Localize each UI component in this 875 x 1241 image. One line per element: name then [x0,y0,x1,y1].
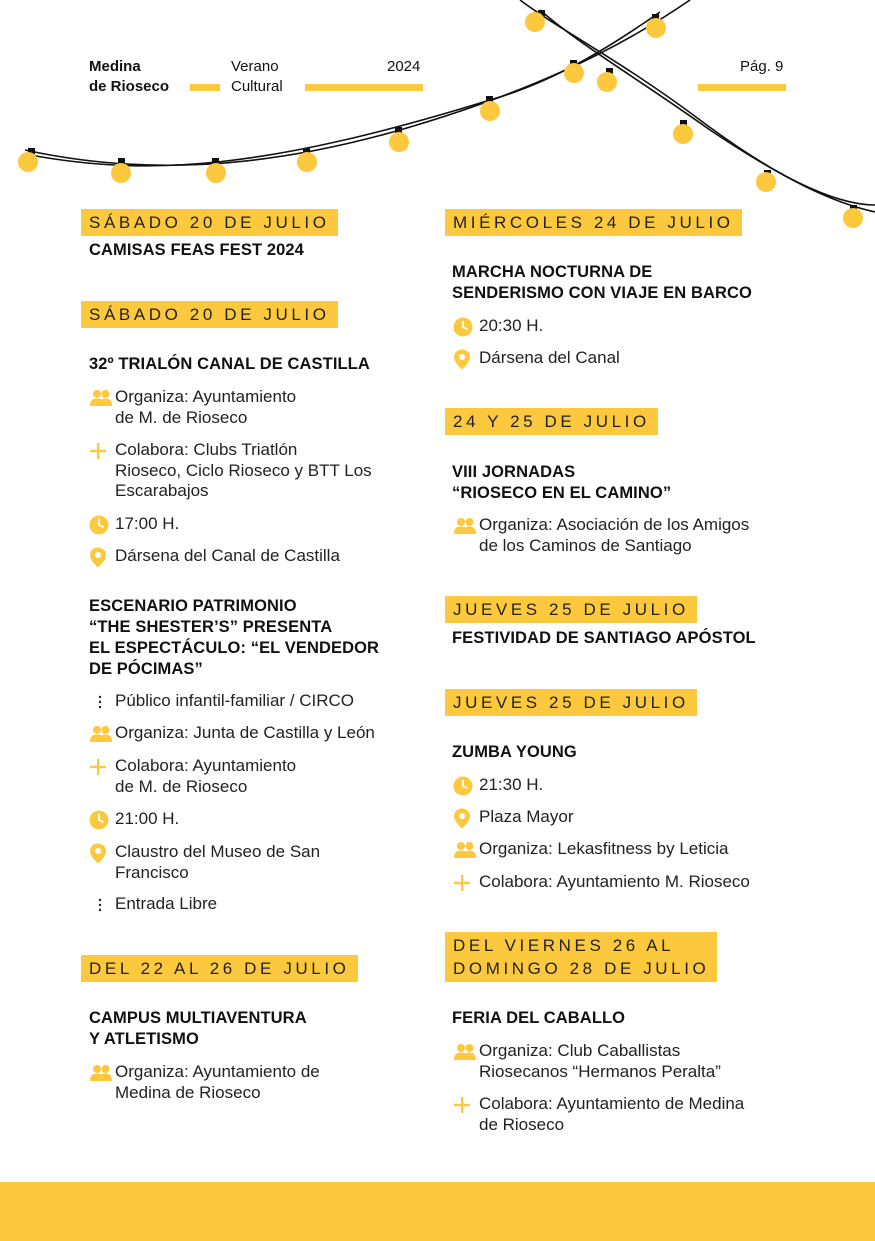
location-text: Claustro del Museo de San [115,842,321,861]
event-title-line: “RIOSECO EN EL CAMINO” [452,484,672,502]
event-title [89,596,379,680]
event-title [452,462,671,504]
time-row [453,316,543,337]
program-name-line2: Cultural [231,78,283,95]
organizer-row [453,839,728,860]
organizer-text: Organiza: Junta de Castilla y León [115,723,375,742]
footer-band [0,1182,875,1241]
people-icon [453,516,479,536]
location-text: Francisco [115,862,189,882]
event-title-line: EL ESPECTÁCULO: “EL VENDEDOR [89,639,380,657]
collaborator-row [89,440,372,502]
collaborator-row [89,756,296,797]
plus-icon [89,441,115,461]
people-icon [89,388,115,408]
plus-icon [453,873,479,893]
collaborator-text: Colabora: Ayuntamiento M. Rioseco [479,872,750,891]
collaborator-text: Colabora: Ayuntamiento [115,756,297,775]
collaborator-text: Colabora: Ayuntamiento de Medina [479,1094,745,1113]
date-tag-line: DOMINGO 28 DE JULIO [453,959,710,978]
event-title-line: CAMPUS MULTIAVENTURA [89,1009,307,1027]
location-pin-icon [89,547,115,567]
date-tag: SÁBADO 20 DE JULIO [81,209,338,236]
plus-icon [453,1095,479,1115]
location-row [453,348,620,369]
organizer-text: Organiza: Asociación de los Amigos [479,515,750,534]
clock-icon [89,515,115,535]
organizer-text: Riosecanos “Hermanos Peralta” [479,1061,721,1081]
light-bulbs [18,10,863,228]
time-text: 20:30 H. [479,316,544,335]
dots-icon [89,895,115,915]
plus-icon [89,757,115,777]
time-row [89,809,179,830]
event-title-line: DE PÓCIMAS” [89,660,203,678]
audience-row [89,691,354,712]
location-pin-icon [453,808,479,828]
collaborator-text: Colabora: Clubs Triatlón [115,440,298,459]
people-icon [89,1063,115,1083]
string-lights-decoration [0,0,875,240]
event-title: FESTIVIDAD DE SANTIAGO APÓSTOL [452,629,756,647]
date-tag: SÁBADO 20 DE JULIO [81,301,338,328]
town-name-line2: de Rioseco [89,78,170,95]
location-row [89,546,340,567]
collaborator-row [453,872,750,893]
organizer-text: Medina de Rioseco [115,1082,261,1102]
event-title-line: ESCENARIO PATRIMONIO [89,597,297,615]
location-text: Dársena del Canal de Castilla [115,546,340,565]
event-title: ZUMBA YOUNG [452,743,577,761]
event-title: 32º TRIALÓN CANAL DE CASTILLA [89,355,370,373]
location-pin-icon [453,349,479,369]
organizer-text: Organiza: Ayuntamiento de [115,1062,320,1081]
date-tag: JUEVES 25 DE JULIO [445,596,697,623]
event-title: FERIA DEL CABALLO [452,1009,626,1027]
collaborator-text: Rioseco, Ciclo Rioseco y BTT Los [115,460,372,480]
event-title-line: VIII JORNADAS [452,463,576,481]
clock-icon [453,317,479,337]
date-tag: JUEVES 25 DE JULIO [445,689,697,716]
organizer-row [89,1062,320,1103]
town-name-line1: Medina [89,58,141,75]
time-text: 17:00 H. [115,514,180,533]
people-icon [89,724,115,744]
date-tag-line: DEL VIERNES 26 AL [453,936,675,955]
collaborator-text: de M. de Rioseco [115,776,248,796]
organizer-row [453,515,749,556]
year: 2024 [387,58,421,75]
event-title [89,1008,307,1050]
time-text: 21:00 H. [115,809,180,828]
organizer-text: de M. de Rioseco [115,407,248,427]
organizer-row [89,387,296,428]
organizer-row [453,1041,721,1082]
clock-icon [89,810,115,830]
location-row [89,842,320,883]
location-text: Dársena del Canal [479,348,620,367]
collaborator-row [453,1094,744,1135]
time-text: 21:30 H. [479,775,544,794]
date-tag: 24 Y 25 DE JULIO [445,408,658,435]
dots-icon [89,692,115,712]
organizer-text: de los Caminos de Santiago [479,535,692,555]
people-icon [453,840,479,860]
event-title-line: Y ATLETISMO [89,1030,199,1048]
time-row [89,514,179,535]
collaborator-text: Escarabajos [115,481,209,500]
program-name-line1: Verano [231,58,279,75]
location-pin-icon [89,843,115,863]
event-title-line: MARCHA NOCTURNA DE [452,263,653,281]
organizer-text: Organiza: Club Caballistas [479,1041,681,1060]
organizer-row [89,723,375,744]
event-title-line: SENDERISMO CON VIAJE EN BARCO [452,284,752,302]
people-icon [453,1042,479,1062]
collaborator-text: de Rioseco [479,1114,565,1134]
organizer-text: Organiza: Ayuntamiento [115,387,297,406]
entry-text: Entrada Libre [115,894,218,913]
entry-row [89,894,217,915]
date-tag: MIÉRCOLES 24 DE JULIO [445,209,742,236]
date-tag [445,932,717,982]
location-text: Plaza Mayor [479,807,574,826]
event-title [452,262,752,304]
event-title: CAMISAS FEAS FEST 2024 [89,241,304,259]
audience-text: Público infantil-familiar / CIRCO [115,691,355,710]
page-number: Pág. 9 [740,58,784,75]
time-row [453,775,543,796]
event-title-line: “THE SHESTER’S” PRESENTA [89,618,333,636]
date-tag: DEL 22 AL 26 DE JULIO [81,955,358,982]
organizer-text: Organiza: Lekasfitness by Leticia [479,839,729,858]
clock-icon [453,776,479,796]
location-row [453,807,573,828]
